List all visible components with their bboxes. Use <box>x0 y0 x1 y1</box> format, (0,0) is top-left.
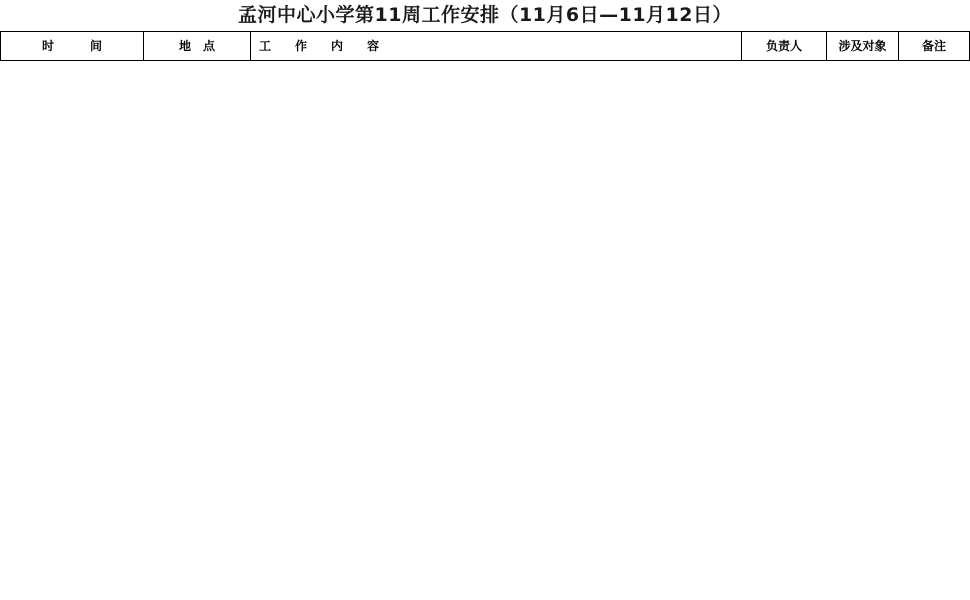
schedule-table <box>0 31 970 61</box>
header-target: 涉及对象 <box>827 32 899 61</box>
header-row <box>1 32 970 61</box>
header-place: 地 点 <box>144 32 251 61</box>
header-time: 时 间 <box>1 32 144 61</box>
header-note: 备注 <box>899 32 970 61</box>
header-content: 工 作 内 容 <box>251 32 742 61</box>
page-title: 孟河中心小学第11周工作安排（11月6日—11月12日） <box>238 4 732 26</box>
header-owner: 负责人 <box>742 32 827 61</box>
